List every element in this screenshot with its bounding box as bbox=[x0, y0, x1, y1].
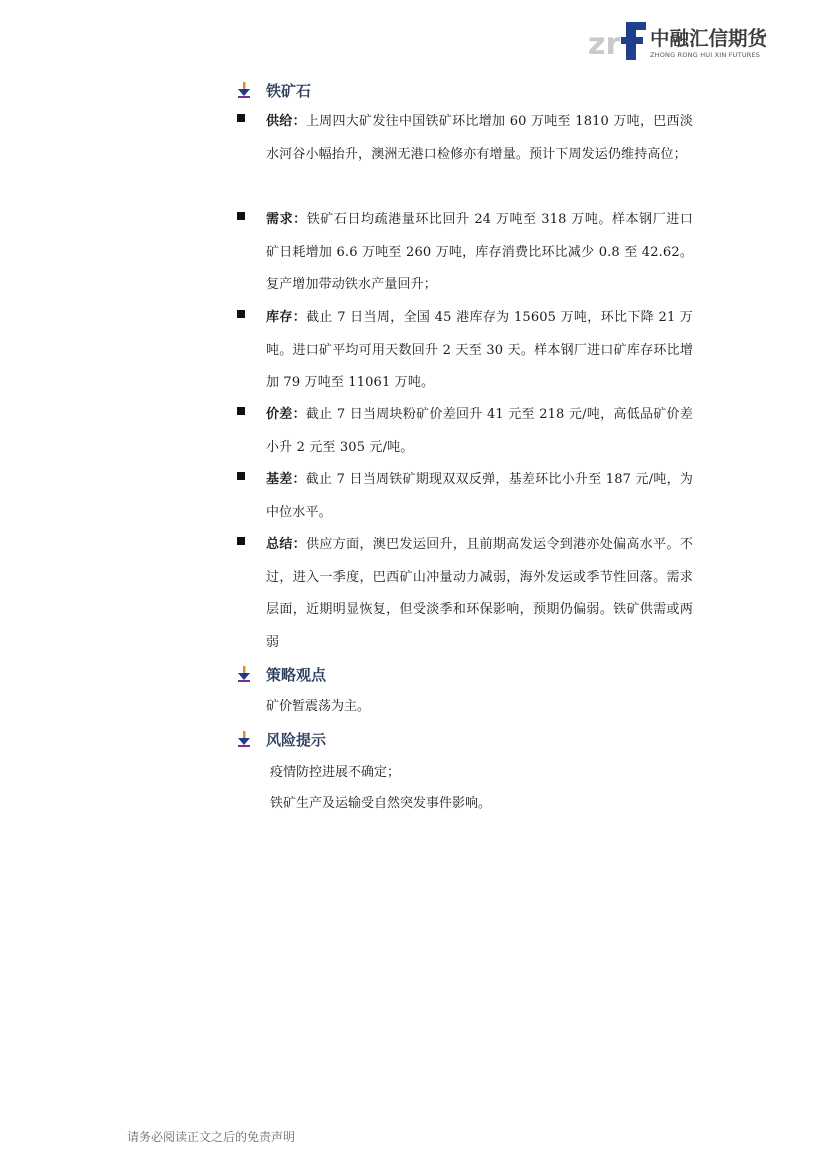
bullet-label: 供给： bbox=[266, 114, 306, 129]
bullet-text: 供应方面，澳巴发运回升，且前期高发运令到港亦处偏高水平。不过，进入一季度，巴西矿山冲量动力减弱，海外发运或季节性回落。需求层面，近期明显恢复，但受淡季和环保影响，预期仍偏弱。铁矿供需或两弱 bbox=[266, 537, 694, 650]
bullet-text: 上周四大矿发往中国铁矿环比增加 60 万吨至 1810 万吨，巴西淡水河谷小幅抬升，澳洲无港口检修亦有增量。预计下周发运仍维持高位； bbox=[266, 114, 693, 162]
bullet-text: 截止 7 日当周，全国 45 港库存为 15605 万吨，环比下降 21 万吨。进口矿平均可用天数回升 2 天至 30 天。样本钢厂进口矿库存环比增加 79 万吨至 11061 万吨。 bbox=[266, 310, 694, 390]
logo-mark-icon bbox=[588, 20, 648, 64]
bullet-text: 铁矿石日均疏港量环比回升 24 万吨至 318 万吨。样本钢厂进口矿日耗增加 6.6 万吨至 260 万吨，库存消费比环比减少 0.8 至 42.62。复产增加带动铁水产量回升； bbox=[266, 212, 694, 292]
bullet-square-icon bbox=[237, 310, 245, 318]
bullet-label: 库存： bbox=[266, 310, 307, 325]
bullet-square-icon bbox=[237, 537, 245, 545]
svg-text:zr: zr bbox=[588, 27, 621, 62]
section-title: 风险提示 bbox=[266, 730, 327, 749]
bullet-item-summary bbox=[237, 529, 693, 659]
risk-item: 疫情防控进展不确定； bbox=[270, 765, 401, 780]
strategy-text: 矿价暂震荡为主。 bbox=[266, 699, 371, 714]
section-title: 策略观点 bbox=[266, 665, 327, 684]
arrow-down-icon bbox=[236, 82, 252, 98]
bullet-item-demand bbox=[237, 204, 693, 302]
bullet-text: 截止 7 日当周铁矿期现双双反弹，基差环比小升至 187 元/吨，为中位水平。 bbox=[266, 472, 694, 520]
bullet-square-icon bbox=[237, 114, 245, 122]
logo-chinese-name: 中融汇信期货 bbox=[650, 27, 768, 50]
arrow-down-icon bbox=[236, 666, 252, 682]
bullet-item-basis bbox=[237, 464, 693, 529]
section-heading-risk bbox=[236, 727, 326, 751]
bullet-label: 基差： bbox=[266, 472, 306, 487]
bullet-label: 需求： bbox=[266, 212, 307, 227]
logo-english-name: ZHONG RONG HUI XIN FUTURES bbox=[650, 51, 761, 59]
bullet-item-spread bbox=[237, 399, 693, 464]
section-title: 铁矿石 bbox=[266, 81, 312, 100]
bullet-square-icon bbox=[237, 472, 245, 480]
bullet-label: 总结： bbox=[266, 537, 307, 552]
bullet-item-supply bbox=[237, 106, 693, 171]
bullet-item-inventory bbox=[237, 302, 693, 400]
section-heading-strategy bbox=[236, 662, 326, 686]
risk-item: 铁矿生产及运输受自然突发事件影响。 bbox=[270, 796, 492, 811]
bullet-text: 截止 7 日当周块粉矿价差回升 41 元至 218 元/吨，高低品矿价差小升 2 元至 305 元/吨。 bbox=[266, 407, 693, 455]
arrow-down-icon bbox=[236, 731, 252, 747]
bullet-square-icon bbox=[237, 407, 245, 415]
footer-disclaimer: 请务必阅读正文之后的免责声明 bbox=[127, 1130, 296, 1144]
bullet-label: 价差： bbox=[266, 407, 306, 422]
bullet-square-icon bbox=[237, 212, 245, 220]
company-logo bbox=[588, 18, 778, 64]
section-heading-iron-ore bbox=[236, 78, 311, 102]
